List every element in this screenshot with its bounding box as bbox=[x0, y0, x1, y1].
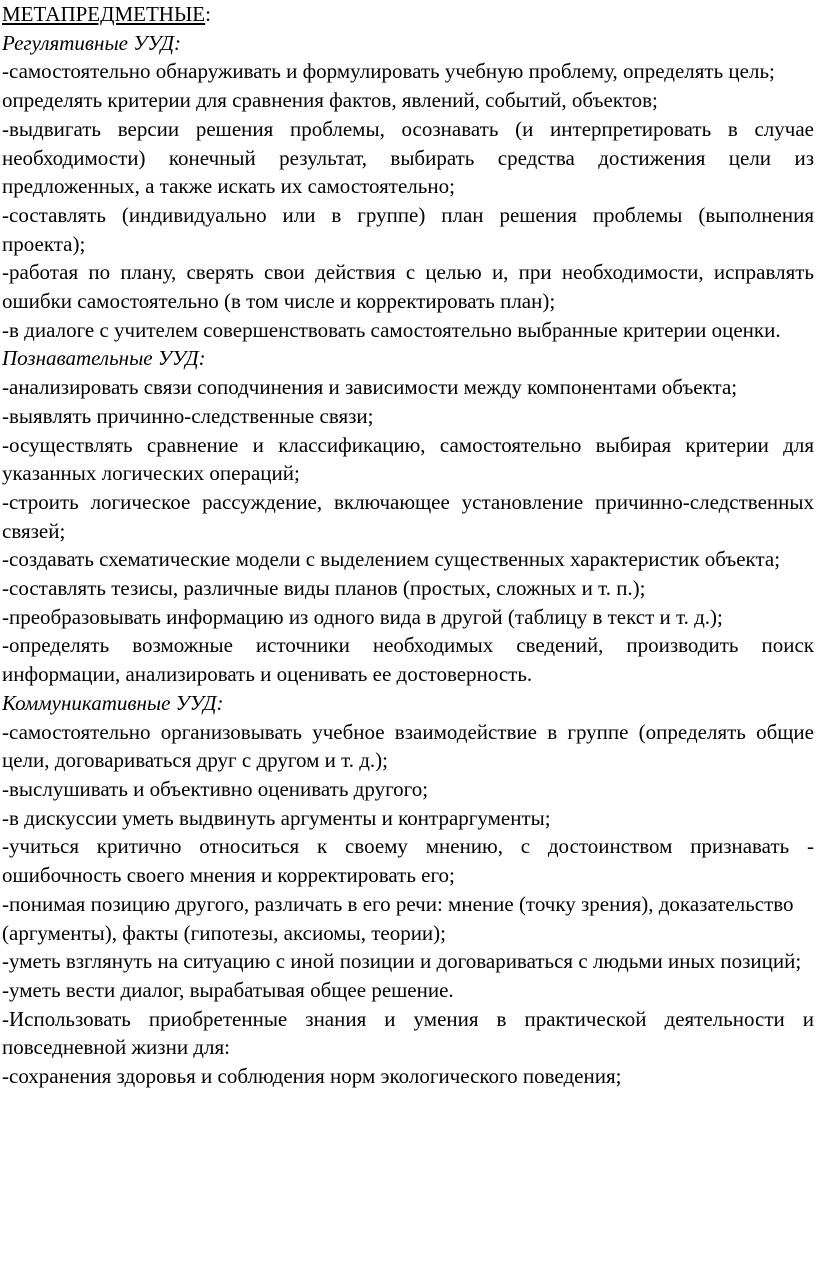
list-item: -создавать схематические модели с выделением существенных характеристик объекта; bbox=[2, 547, 781, 572]
section-communicative bbox=[2, 689, 814, 1091]
list-item: -строить логическое рассуждение, включающее установление причинно-следственных связей; bbox=[2, 489, 814, 543]
section-regulative bbox=[2, 29, 814, 345]
list-item: -учиться критично относиться к своему мнению, с достоинством признавать - ошибочность своего мнения и корректировать его; bbox=[2, 834, 814, 888]
list-item: -определять возможные источники необходимых сведений, производить поиск информации, анализировать и оценивать ее достоверность. bbox=[2, 633, 814, 687]
section-cognitive bbox=[2, 344, 814, 688]
list-item: (аргументы), факты (гипотезы, аксиомы, теории); bbox=[2, 920, 446, 945]
list-item: -в диалоге с учителем совершенствовать самостоятельно выбранные критерии оценки. bbox=[2, 317, 781, 342]
list-item: -осуществлять сравнение и классификацию, самостоятельно выбирая критерии для указанных логических операций; bbox=[2, 432, 814, 486]
heading-text: МЕТАПРЕДМЕТНЫЕ bbox=[2, 2, 206, 26]
list-item: -выслушивать и объективно оценивать другого; bbox=[2, 776, 429, 801]
list-item: -самостоятельно обнаруживать и формулировать учебную проблему, определять цель; bbox=[2, 59, 775, 84]
list-item: -самостоятельно организовывать учебное взаимодействие в группе (определять общие цели, договариваться друг с другом и т. д.); bbox=[2, 719, 814, 773]
list-item: -преобразовывать информацию из одного вида в другой (таблицу в текст и т. д.); bbox=[2, 604, 723, 629]
list-item: -уметь вести диалог, вырабатывая общее решение. bbox=[2, 977, 454, 1002]
list-item: -анализировать связи соподчинения и зависимости между компонентами объекта; bbox=[2, 375, 738, 400]
section-title-regulative: Регулятивные УУД: bbox=[2, 30, 182, 55]
list-item: -понимая позицию другого, различать в его речи: мнение (точку зрения), доказательство bbox=[2, 891, 794, 916]
list-item: -составлять (индивидуально или в группе) план решения проблемы (выполнения проекта); bbox=[2, 202, 814, 256]
list-item: -работая по плану, сверять свои действия с целью и, при необходимости, исправлять ошибки самостоятельно (в том числе и корректировать план); bbox=[2, 260, 814, 314]
list-item: -уметь взглянуть на ситуацию с иной позиции и договариваться с людьми иных позиций; bbox=[2, 949, 802, 974]
list-item: -Использовать приобретенные знания и умения в практической деятельности и повседневной жизни для: bbox=[2, 1006, 814, 1060]
list-item: -сохранения здоровья и соблюдения норм экологического поведения; bbox=[2, 1064, 622, 1089]
list-item: определять критерии для сравнения фактов, явлений, событий, объектов; bbox=[2, 88, 658, 113]
list-item: -в дискуссии уметь выдвинуть аргументы и контраргументы; bbox=[2, 805, 551, 830]
list-item: -выявлять причинно-следственные связи; bbox=[2, 403, 374, 428]
section-title-communicative: Коммуникативные УУД: bbox=[2, 690, 224, 715]
list-item: -составлять тезисы, различные виды планов (простых, сложных и т. п.); bbox=[2, 576, 646, 601]
heading-colon: : bbox=[205, 2, 211, 26]
document-heading bbox=[2, 0, 814, 29]
list-item: -выдвигать версии решения проблемы, осознавать (и интерпретировать в случае необходимости) конечный результат, выбирать средства достижения цели из предложенных, а также искать их самостоятельно; bbox=[2, 116, 814, 199]
section-title-cognitive: Познавательные УУД: bbox=[2, 346, 206, 371]
